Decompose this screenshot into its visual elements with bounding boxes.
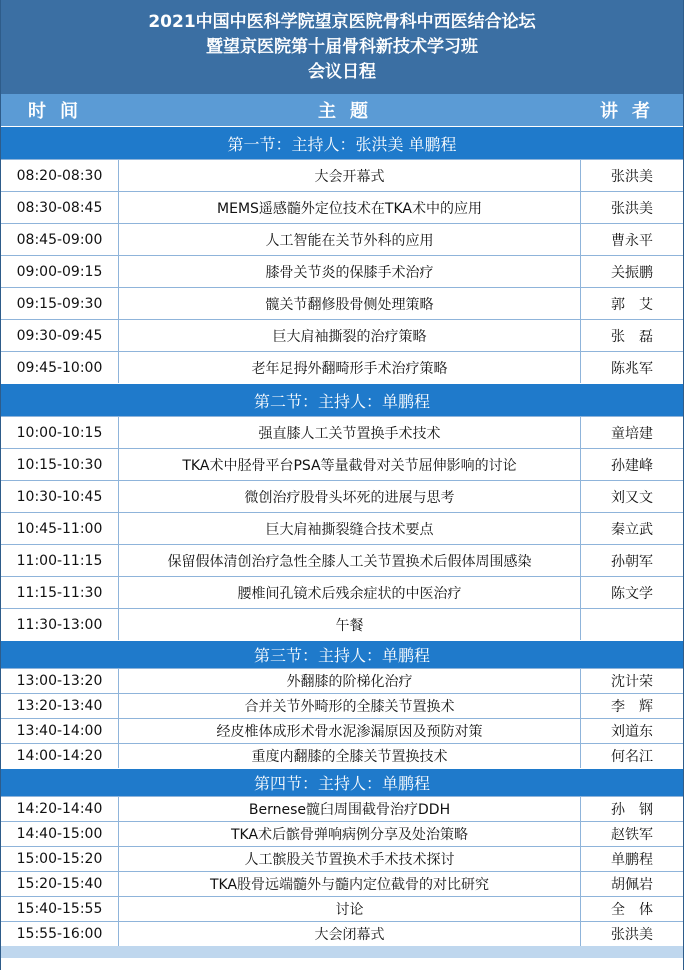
agenda-row [1,512,683,544]
row-topic: 膝骨关节炎的保膝手术治疗 [119,256,581,287]
row-topic: MEMS遥感髓外定位技术在TKA术中的应用 [119,192,581,223]
row-speaker: 孙建峰 [611,457,653,474]
agenda-row [1,718,683,743]
row-topic: TKA术中胫骨平台PSA等量截骨对关节屈伸影响的讨论 [119,449,581,480]
column-header-topic: 主题 [318,101,382,122]
agenda-row [1,608,683,640]
row-speaker: 孙 钢 [611,802,653,818]
row-time: 13:00-13:20 [1,669,119,693]
row-speaker: 何名江 [611,749,653,765]
agenda-row [1,544,683,576]
row-speaker: 曹永平 [611,232,653,249]
row-topic: 人工髌股关节置换术手术技术探讨 [119,847,581,871]
row-topic: 重度内翻膝的全膝关节置换技术 [119,744,581,768]
agenda-row [1,921,683,946]
row-time: 13:40-14:00 [1,719,119,743]
row-speaker: 沈计荣 [611,674,653,690]
row-topic: TKA股骨远端髓外与髓内定位截骨的对比研究 [119,872,581,896]
row-speaker [581,609,683,640]
agenda-row [1,871,683,896]
footer-bar [1,946,683,958]
row-topic: 微创治疗股骨头坏死的进展与思考 [119,481,581,512]
row-speaker: 刘道东 [611,724,653,740]
agenda-body [1,126,683,946]
row-time: 10:45-11:00 [1,513,119,544]
row-topic: 保留假体清创治疗急性全膝人工关节置换术后假体周围感染 [119,545,581,576]
column-header-speaker: 讲者 [600,101,664,122]
agenda-row [1,693,683,718]
agenda-row [1,191,683,223]
row-topic: Bernese髋臼周围截骨治疗DDH [119,797,581,821]
section-header-2: 第二节：主持人：单鹏程 [1,383,683,416]
header-title-line-3: 会议日程 [308,61,376,82]
agenda-row [1,480,683,512]
row-time: 09:00-09:15 [1,256,119,287]
agenda-row [1,287,683,319]
row-speaker: 单鹏程 [611,852,653,868]
agenda-row [1,255,683,287]
section-header-1: 第一节：主持人：张洪美 单鹏程 [1,126,683,159]
row-time: 14:40-15:00 [1,822,119,846]
row-time: 08:30-08:45 [1,192,119,223]
agenda-row [1,319,683,351]
agenda-row [1,223,683,255]
row-topic: 强直膝人工关节置换手术技术 [119,417,581,448]
agenda-row [1,448,683,480]
row-speaker: 郭 艾 [611,296,653,313]
row-speaker: 刘又文 [611,489,653,506]
row-speaker: 秦立武 [611,521,653,538]
section-header-3: 第三节：主持人：单鹏程 [1,640,683,668]
agenda-row [1,576,683,608]
row-topic: TKA术后髌骨弹响病例分享及处治策略 [119,822,581,846]
row-time: 10:00-10:15 [1,417,119,448]
row-speaker: 陈兆军 [611,360,653,377]
row-speaker: 李 辉 [611,699,653,715]
agenda-row [1,796,683,821]
row-speaker: 陈文学 [611,585,653,602]
row-topic: 午餐 [119,609,581,640]
row-topic: 巨大肩袖撕裂缝合技术要点 [119,513,581,544]
row-topic: 人工智能在关节外科的应用 [119,224,581,255]
row-speaker: 关振鹏 [611,264,653,281]
row-time: 10:30-10:45 [1,481,119,512]
row-speaker: 赵铁军 [611,827,653,843]
agenda-row [1,416,683,448]
row-speaker: 张洪美 [611,200,653,217]
section-header-4: 第四节：主持人：单鹏程 [1,768,683,796]
agenda-row [1,668,683,693]
header-title-line-2: 暨望京医院第十届骨科新技术学习班 [206,36,478,57]
row-time: 10:15-10:30 [1,449,119,480]
agenda-row [1,351,683,383]
row-time: 09:30-09:45 [1,320,119,351]
row-speaker: 张洪美 [611,927,653,943]
row-time: 15:20-15:40 [1,872,119,896]
row-time: 11:30-13:00 [1,609,119,640]
agenda-row [1,896,683,921]
row-topic: 老年足拇外翻畸形手术治疗策略 [119,352,581,383]
row-speaker: 胡佩岩 [611,877,653,893]
row-time: 11:15-11:30 [1,577,119,608]
row-topic: 大会闭幕式 [119,922,581,946]
row-time: 14:20-14:40 [1,797,119,821]
agenda-header [1,0,683,94]
row-speaker: 孙朝军 [611,553,653,570]
row-speaker: 张洪美 [611,168,653,185]
row-speaker: 全 体 [611,902,653,918]
row-time: 13:20-13:40 [1,694,119,718]
row-topic: 讨论 [119,897,581,921]
row-speaker: 张 磊 [611,328,653,345]
agenda-row [1,159,683,191]
row-time: 08:45-09:00 [1,224,119,255]
row-time: 08:20-08:30 [1,160,119,191]
agenda-row [1,821,683,846]
row-topic: 髋关节翻修股骨侧处理策略 [119,288,581,319]
row-topic: 腰椎间孔镜术后残余症状的中医治疗 [119,577,581,608]
agenda-row [1,846,683,871]
row-topic: 合并关节外畸形的全膝关节置换术 [119,694,581,718]
row-topic: 大会开幕式 [119,160,581,191]
row-time: 15:00-15:20 [1,847,119,871]
column-header-row [1,94,683,126]
agenda-row [1,743,683,768]
row-time: 09:15-09:30 [1,288,119,319]
row-topic: 经皮椎体成形术骨水泥渗漏原因及预防对策 [119,719,581,743]
row-time: 09:45-10:00 [1,352,119,383]
row-speaker: 童培建 [611,425,653,442]
row-time: 14:00-14:20 [1,744,119,768]
row-topic: 外翻膝的阶梯化治疗 [119,669,581,693]
row-time: 15:40-15:55 [1,897,119,921]
row-time: 11:00-11:15 [1,545,119,576]
header-title-line-1: 2021中国中医科学院望京医院骨科中西医结合论坛 [148,11,536,32]
column-header-time: 时间 [28,101,92,122]
row-topic: 巨大肩袖撕裂的治疗策略 [119,320,581,351]
row-time: 15:55-16:00 [1,922,119,946]
